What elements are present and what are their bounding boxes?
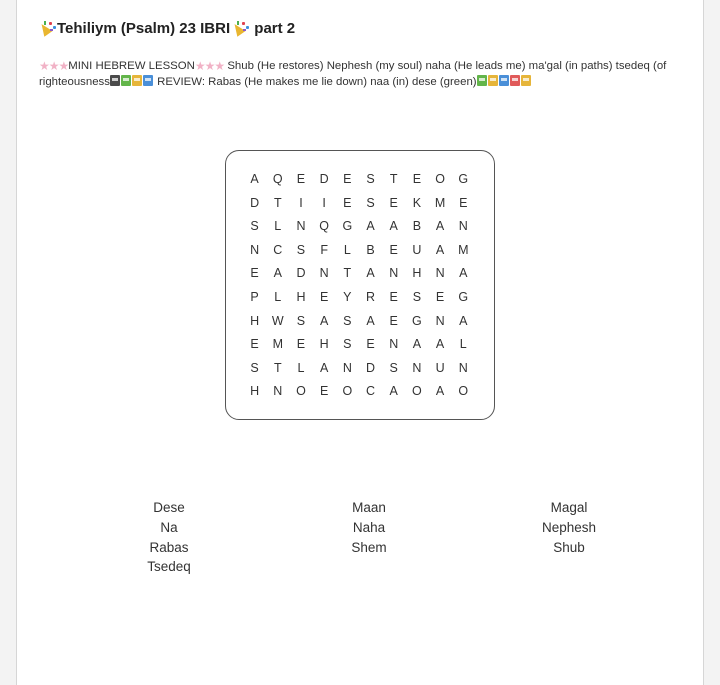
grid-letter[interactable]: H xyxy=(319,337,329,352)
grid-letter[interactable]: A xyxy=(319,360,329,375)
grid-letter[interactable]: T xyxy=(273,360,282,375)
grid-letter[interactable]: U xyxy=(412,242,422,257)
book-icon xyxy=(121,75,131,86)
book-icon xyxy=(132,75,142,86)
page-title xyxy=(39,20,295,37)
grid-letter[interactable]: S xyxy=(250,219,259,234)
word-bank-item: Naha xyxy=(352,519,386,535)
grid-letter[interactable]: H xyxy=(250,313,260,328)
grid-letter[interactable]: L xyxy=(274,219,282,234)
grid-letter[interactable]: H xyxy=(412,266,422,281)
grid-letter[interactable]: S xyxy=(343,337,352,352)
grid-letter[interactable]: A xyxy=(250,172,259,186)
grid-letter[interactable]: I xyxy=(299,195,303,210)
word-bank xyxy=(69,498,669,577)
word-bank-item: Rabas xyxy=(149,539,189,555)
grid-letter[interactable]: G xyxy=(342,219,353,234)
title-text: Tehiliym (Psalm) 23 IBRI xyxy=(57,20,231,37)
grid-letter[interactable]: E xyxy=(459,195,468,210)
grid-letter[interactable]: A xyxy=(459,266,468,281)
grid-letter[interactable]: A xyxy=(459,313,468,328)
grid-letter[interactable]: E xyxy=(389,195,398,210)
word-bank-item: Maan xyxy=(352,500,386,515)
grid-letter[interactable]: N xyxy=(412,360,422,375)
grid-letter[interactable]: B xyxy=(412,219,422,234)
grid-letter[interactable]: T xyxy=(389,172,398,186)
grid-letter[interactable]: Y xyxy=(343,289,352,304)
grid-letter[interactable]: O xyxy=(458,384,469,399)
grid-letter[interactable]: D xyxy=(296,266,306,281)
grid-letter[interactable]: A xyxy=(435,219,445,234)
grid-letter[interactable]: S xyxy=(296,313,306,328)
grid-letter[interactable]: Q xyxy=(272,172,283,186)
party-popper-icon xyxy=(39,21,56,36)
grid-letter[interactable]: N xyxy=(319,266,329,281)
book-icon xyxy=(477,75,487,86)
grid-letter[interactable]: K xyxy=(412,195,422,210)
grid-letter[interactable]: A xyxy=(366,313,375,328)
grid-letter[interactable]: C xyxy=(366,384,376,399)
grid-letter[interactable]: E xyxy=(412,172,422,186)
book-icon xyxy=(143,75,153,86)
grid-letter[interactable]: E xyxy=(296,172,306,186)
grid-letter[interactable]: A xyxy=(435,242,445,257)
grid-letter[interactable]: O xyxy=(296,384,306,399)
grid-letter[interactable]: A xyxy=(366,219,375,234)
word-search-grid xyxy=(243,168,475,404)
grid-letter[interactable]: G xyxy=(458,289,469,304)
grid-letter[interactable]: E xyxy=(319,384,329,399)
grid-letter[interactable]: A xyxy=(435,337,445,352)
grid-letter[interactable]: D xyxy=(366,360,376,375)
grid-letter[interactable]: E xyxy=(319,289,329,304)
word-bank-item: Magal xyxy=(550,500,588,515)
lesson-review: REVIEW: Rabas (He makes me lie down) naa (in) dese (green) xyxy=(153,76,477,88)
grid-letter[interactable]: A xyxy=(412,337,422,352)
grid-letter[interactable]: S xyxy=(389,360,398,375)
grid-letter[interactable]: C xyxy=(273,242,283,257)
lesson-intro: MINI HEBREW LESSON xyxy=(68,60,195,72)
grid-letter[interactable]: S xyxy=(250,360,259,375)
grid-letter[interactable]: S xyxy=(412,289,422,304)
grid-letter[interactable]: I xyxy=(322,195,326,210)
grid-letter[interactable]: A xyxy=(389,384,398,399)
lesson-body: Shub (He restores) Nephesh (my soul) naha (He leads me) ma'gal (in paths) tsedeq (of righteousness xyxy=(39,60,667,88)
grid-letter[interactable]: E xyxy=(389,289,398,304)
grid-letter[interactable]: A xyxy=(319,313,329,328)
grid-letter[interactable]: M xyxy=(458,242,469,257)
book-icon xyxy=(499,75,509,86)
word-bank-column xyxy=(269,498,469,577)
grid-letter[interactable]: S xyxy=(343,313,352,328)
book-icon xyxy=(521,75,531,86)
word-bank-item: Dese xyxy=(153,500,185,515)
grid-letter[interactable]: T xyxy=(273,195,282,210)
grid-letter[interactable]: O xyxy=(342,384,353,399)
book-icon xyxy=(110,75,120,86)
grid-letter[interactable]: E xyxy=(250,266,259,281)
grid-letter[interactable]: L xyxy=(459,337,467,352)
grid-letter[interactable]: T xyxy=(343,266,352,281)
word-bank-item: Tsedeq xyxy=(147,559,191,575)
grid-letter[interactable]: E xyxy=(343,172,352,186)
grid-letter[interactable]: E xyxy=(389,242,398,257)
grid-letter[interactable]: L xyxy=(343,242,351,257)
grid-letter[interactable]: F xyxy=(320,242,328,257)
grid-letter[interactable]: N xyxy=(250,242,260,257)
grid-letter[interactable]: L xyxy=(297,360,305,375)
grid-letter[interactable]: H xyxy=(250,384,260,399)
grid-letter[interactable]: A xyxy=(273,266,282,281)
grid-letter[interactable]: N xyxy=(273,384,283,399)
pink-star-icon: ★★★ xyxy=(194,59,225,73)
grid-letter[interactable]: B xyxy=(366,242,375,257)
grid-letter[interactable]: N xyxy=(389,266,399,281)
grid-letter[interactable]: N xyxy=(458,219,468,234)
grid-letter[interactable]: L xyxy=(274,289,282,304)
word-search-box xyxy=(225,150,495,420)
word-bank-item: Shub xyxy=(553,539,585,555)
book-icon xyxy=(488,75,498,86)
party-popper-icon xyxy=(232,21,249,36)
word-bank-column xyxy=(69,498,269,577)
word-bank-item: Nephesh xyxy=(541,519,597,535)
word-bank-item: Na xyxy=(160,519,178,535)
grid-letter[interactable]: O xyxy=(435,172,445,186)
grid-letter[interactable]: G xyxy=(412,313,422,328)
grid-letter[interactable]: E xyxy=(389,313,398,328)
grid-letter[interactable]: E xyxy=(296,337,306,352)
grid-letter[interactable]: N xyxy=(296,219,306,234)
lesson-text xyxy=(39,58,699,90)
worksheet-page xyxy=(16,0,704,685)
book-icon xyxy=(510,75,520,86)
word-bank-item: Shem xyxy=(351,539,387,555)
grid-letter[interactable]: P xyxy=(250,289,259,304)
grid-letter[interactable]: R xyxy=(366,289,376,304)
grid-letter[interactable]: N xyxy=(389,337,399,352)
grid-letter[interactable]: N xyxy=(435,313,445,328)
grid-letter[interactable]: E xyxy=(250,337,259,352)
grid-letter[interactable]: A xyxy=(366,266,375,281)
word-bank-column xyxy=(469,498,669,577)
grid-letter[interactable]: O xyxy=(412,384,422,399)
grid-letter[interactable]: E xyxy=(366,337,375,352)
grid-letter[interactable]: G xyxy=(458,172,469,186)
grid-letter[interactable]: D xyxy=(319,172,329,186)
grid-letter[interactable]: A xyxy=(389,219,398,234)
grid-letter[interactable]: E xyxy=(435,289,445,304)
grid-letter[interactable]: N xyxy=(435,266,445,281)
grid-letter[interactable]: A xyxy=(435,384,445,399)
grid-letter[interactable]: S xyxy=(296,242,306,257)
grid-letter[interactable]: D xyxy=(250,195,260,210)
grid-letter[interactable]: E xyxy=(343,195,352,210)
grid-letter[interactable]: M xyxy=(434,195,446,210)
grid-letter[interactable]: S xyxy=(366,195,375,210)
grid-letter[interactable]: U xyxy=(435,360,445,375)
title-suffix: part 2 xyxy=(250,20,296,37)
grid-letter[interactable]: M xyxy=(272,337,283,352)
grid-letter[interactable]: N xyxy=(342,360,352,375)
pink-star-icon: ★★★ xyxy=(39,59,69,73)
grid-letter[interactable]: H xyxy=(296,289,306,304)
grid-letter[interactable]: S xyxy=(366,172,375,186)
grid-letter[interactable]: N xyxy=(458,360,468,375)
grid-letter[interactable]: W xyxy=(271,313,284,328)
grid-letter[interactable]: Q xyxy=(319,219,330,234)
